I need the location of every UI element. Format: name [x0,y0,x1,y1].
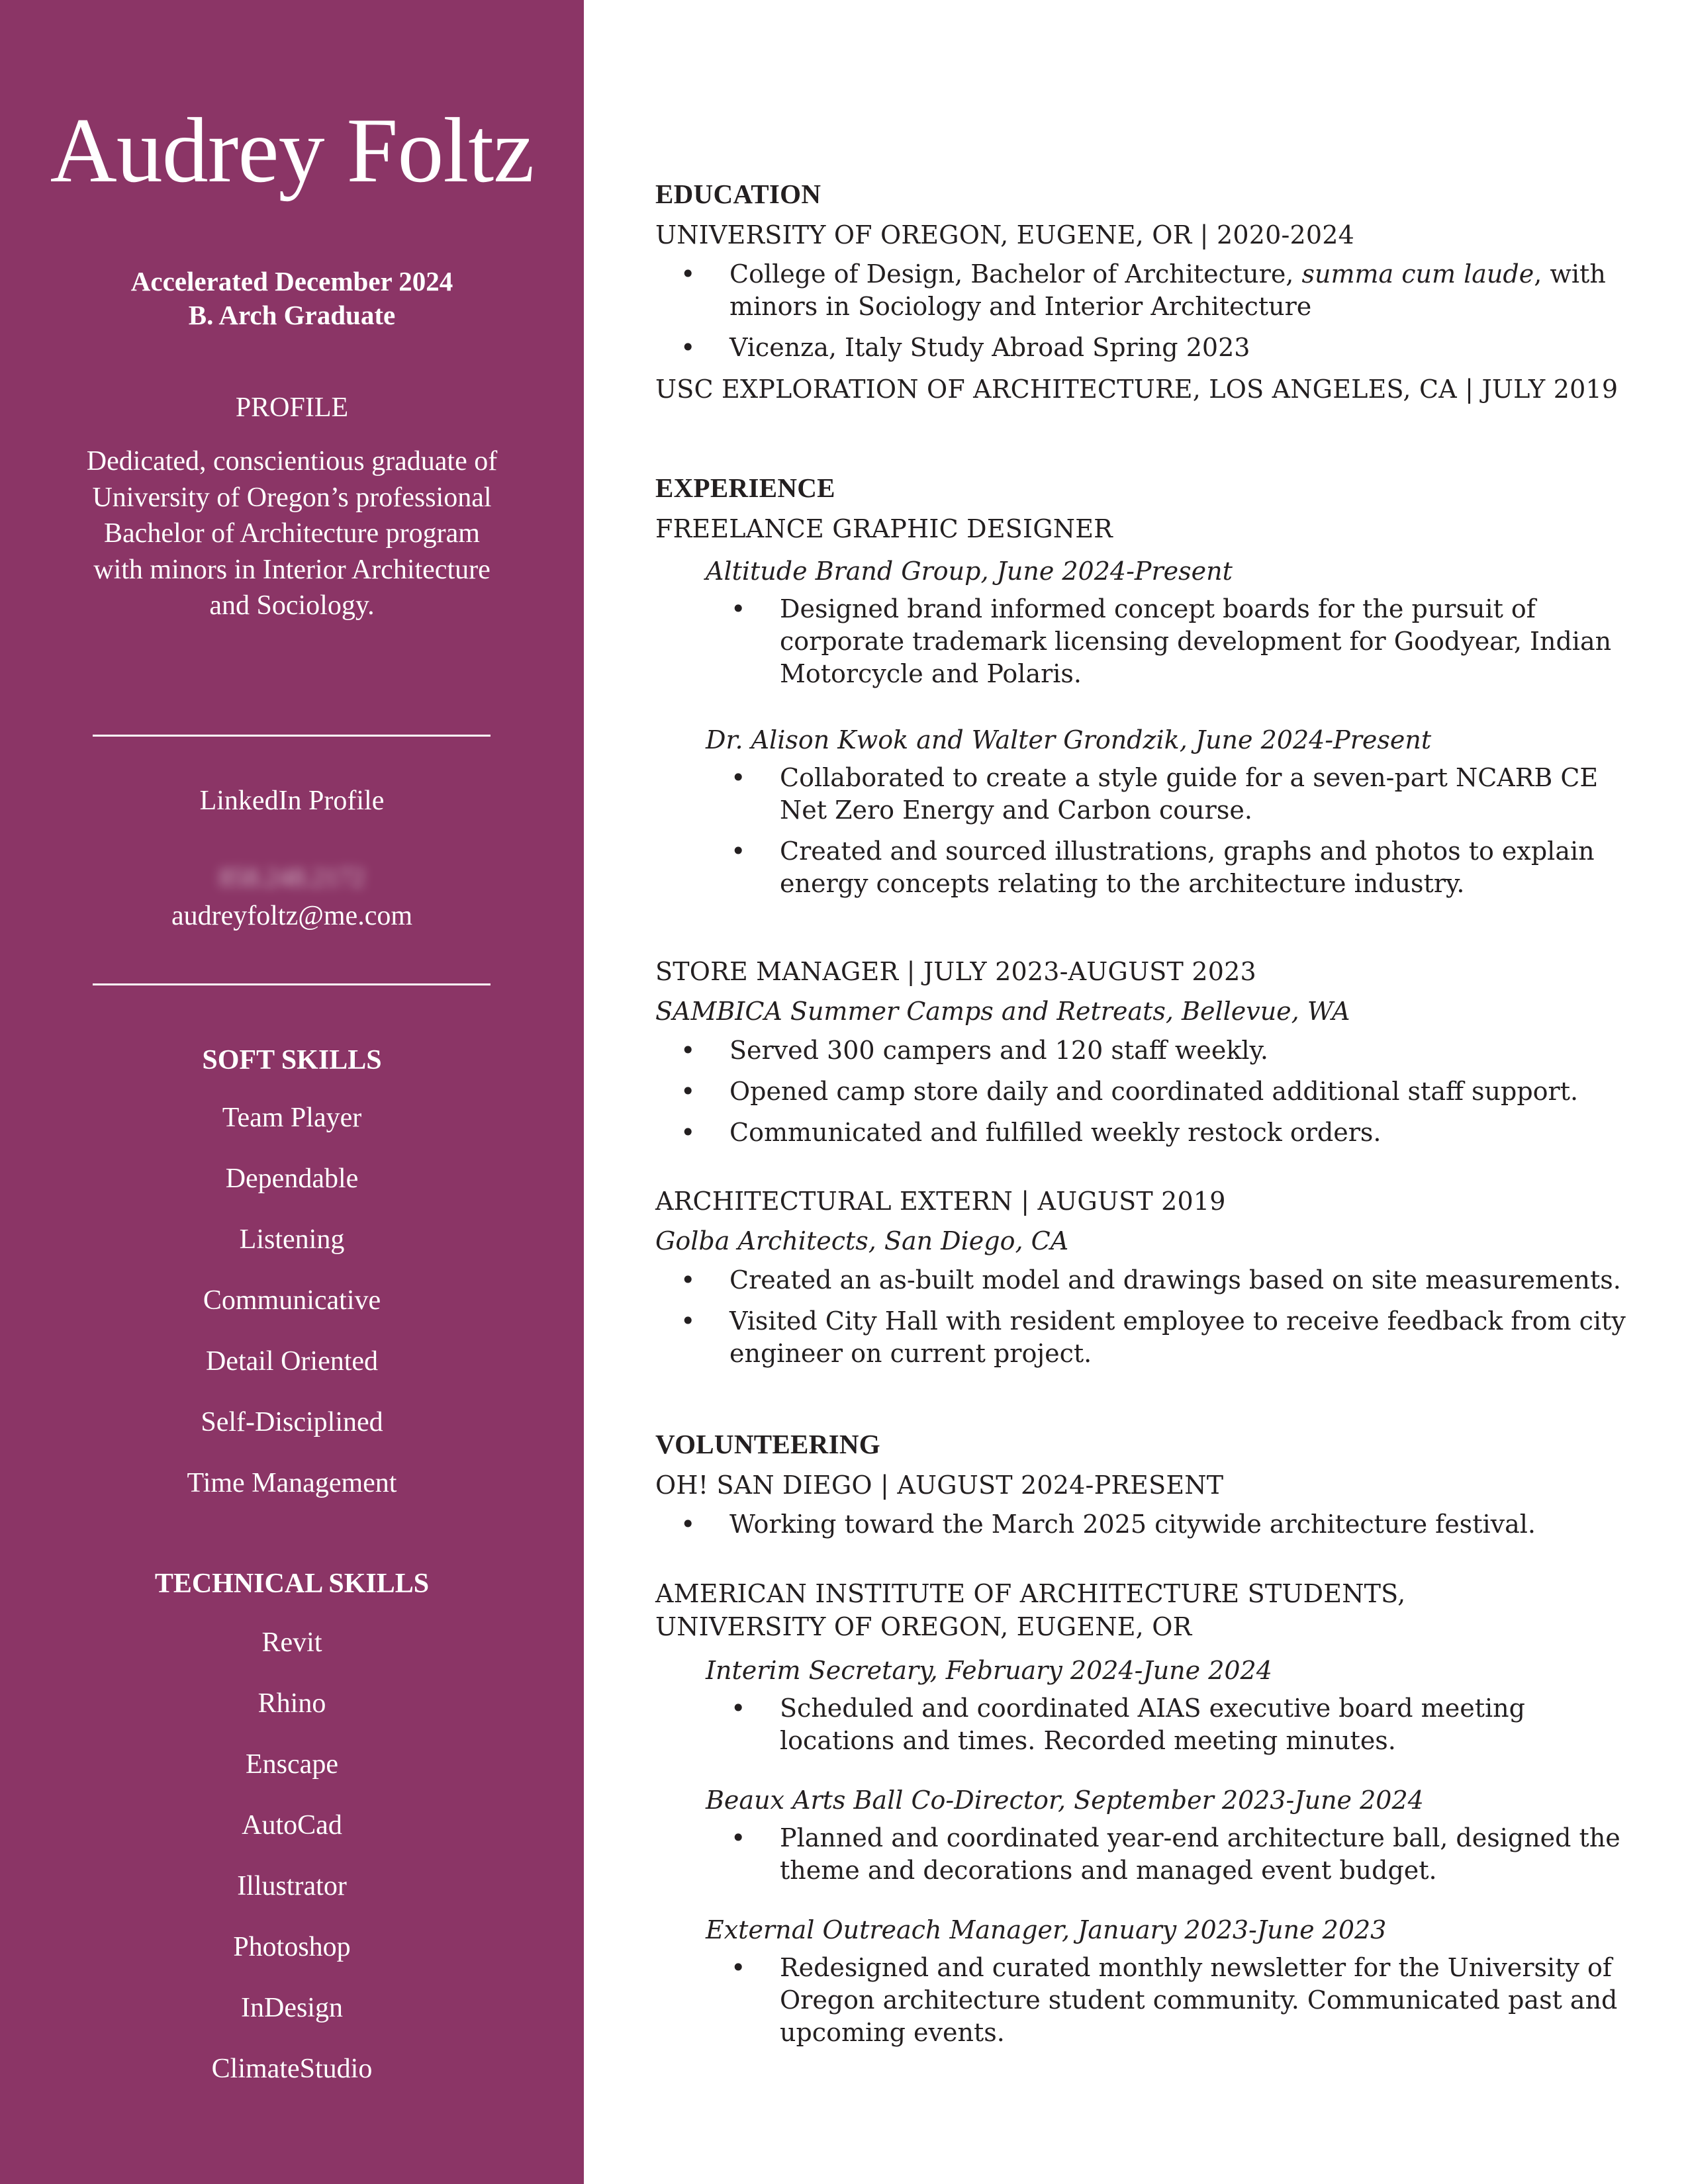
list-item: • Created an as-built model and drawings based on site measurements. [655,1264,1635,1297]
technical-skill-item: Enscape [246,1749,338,1780]
technical-skills-heading: TECHNICAL SKILLS [154,1569,430,1599]
sidebar [0,0,584,2184]
linkedin-link[interactable]: LinkedIn Profile [199,786,385,816]
volunteer-role: Interim Secretary, February 2024-June 2024 [706,1656,1272,1685]
divider [93,983,491,985]
job-title: ARCHITECTURAL EXTERN | AUGUST 2019 [655,1187,1226,1216]
volunteer-organization: AMERICAN INSTITUTE OF ARCHITECTURE STUDENTS, [655,1579,1406,1608]
experience-heading: EXPERIENCE [655,473,835,503]
list-item: • Vicenza, Italy Study Abroad Spring 2023 [655,332,1635,364]
technical-skill-item: Illustrator [237,1871,347,1901]
phone-number: 858.248.2172 [219,862,365,892]
aias-entry [655,1577,1635,2058]
soft-skills-list [0,1101,584,1527]
store-manager-entry [655,955,1635,1158]
job-organization: Golba Architects, San Diego, CA [655,1226,1069,1255]
list-item: • Served 300 campers and 120 staff weekly. [655,1034,1635,1067]
soft-skill-item: Listening [239,1224,345,1255]
volunteering-section [655,1428,1635,1549]
technical-skill-item: Photoshop [233,1932,351,1962]
graduation-line-2: B. Arch Graduate [188,300,396,330]
profile-text: Dedicated, conscientious graduate of University of Oregon’s professional Bachelor of Architecture program with minors in Interior Architecture and Sociology. [86,446,498,621]
graduation-info [0,265,584,332]
job-title: STORE MANAGER | JULY 2023-AUGUST 2023 [655,957,1256,986]
technical-skill-item: Rhino [258,1688,326,1719]
profile-heading: PROFILE [235,392,349,423]
volunteer-role: External Outreach Manager, January 2023-June 2023 [706,1915,1387,1944]
list-item: • Redesigned and curated monthly newsletter for the University of Oregon architecture student community. Communicated past and upcoming events. [655,1952,1635,2049]
education-section [655,177,1635,406]
experience-section [655,471,1635,909]
list-item: • Designed brand informed concept boards for the pursuit of corporate trademark licensing development for Goodyear, Indian Motorcycle and Polaris. [655,593,1635,690]
candidate-name: Audrey Foltz [50,99,534,202]
soft-skill-item: Time Management [187,1468,397,1498]
technical-skill-item: InDesign [241,1993,343,2023]
volunteer-role: Beaux Arts Ball Co-Director, September 2023-June 2024 [706,1786,1424,1815]
job-client: Dr. Alison Kwok and Walter Grondzik, June 2024-Present [706,725,1432,754]
technical-skills-list [0,1625,584,2113]
soft-skills-heading: SOFT SKILLS [202,1045,382,1075]
volunteer-title: OH! SAN DIEGO | AUGUST 2024-PRESENT [655,1471,1224,1500]
job-title: FREELANCE GRAPHIC DESIGNER [655,514,1113,543]
education-heading: EDUCATION [655,179,821,209]
list-item: • Planned and coordinated year-end architecture ball, designed the theme and decorations and managed event budget. [655,1822,1635,1887]
soft-skill-item: Self-Disciplined [201,1407,383,1437]
list-item: • Visited City Hall with resident employee to receive feedback from city engineer on current project. [655,1305,1635,1370]
soft-skill-item: Communicative [203,1285,381,1316]
soft-skill-item: Team Player [222,1103,362,1133]
list-item: • Working toward the March 2025 citywide architecture festival. [655,1508,1635,1541]
list-item: • Opened camp store daily and coordinated additional staff support. [655,1075,1635,1108]
list-item: • Communicated and fulfilled weekly restock orders. [655,1116,1635,1149]
school-uoregon: UNIVERSITY OF OREGON, EUGENE, OR | 2020-2024 [655,220,1355,250]
list-item: • Created and sourced illustrations, graphs and photos to explain energy concepts relating to the architecture industry. [655,835,1635,900]
technical-skill-item: AutoCad [242,1810,342,1841]
technical-skill-item: Revit [261,1627,322,1658]
list-item: • Scheduled and coordinated AIAS executive board meeting locations and times. Recorded meeting minutes. [655,1692,1635,1757]
graduation-line-1: Accelerated December 2024 [130,266,453,296]
list-item: • College of Design, Bachelor of Architecture, summa cum laude, with minors in Sociology and Interior Architecture [655,258,1635,323]
school-usc: USC EXPLORATION OF ARCHITECTURE, LOS ANGELES, CA | JULY 2019 [655,375,1618,404]
list-item: • Collaborated to create a style guide for a seven-part NCARB CE Net Zero Energy and Carbon course. [655,762,1635,827]
extern-entry [655,1185,1635,1379]
volunteer-organization: UNIVERSITY OF OREGON, EUGENE, OR [655,1612,1192,1641]
email-link[interactable]: audreyfoltz@me.com [171,901,413,931]
job-organization: SAMBICA Summer Camps and Retreats, Bellevue, WA [655,997,1350,1026]
volunteering-heading: VOLUNTEERING [655,1429,880,1459]
soft-skill-item: Detail Oriented [205,1346,379,1377]
soft-skill-item: Dependable [225,1163,359,1194]
divider [93,735,491,737]
job-client: Altitude Brand Group, June 2024-Present [706,557,1233,586]
technical-skill-item: ClimateStudio [211,2054,373,2084]
